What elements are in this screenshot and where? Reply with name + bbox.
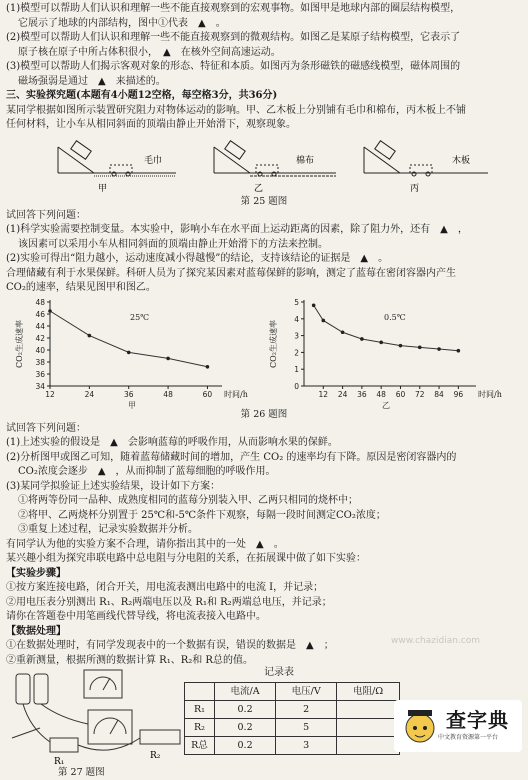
q27-step-line: ①按方案连接电路，闭合开关，用电流表测出电路中的电流 I，并记录； bbox=[6, 582, 324, 593]
ramp-label-maojin: 毛巾 bbox=[144, 155, 163, 166]
x-tick-label: 96 bbox=[453, 389, 464, 399]
y-tick-label: 3 bbox=[294, 331, 299, 341]
y-tick-label: 38 bbox=[35, 357, 45, 367]
x-tick-label: 12 bbox=[318, 389, 329, 399]
table-cell: 5 bbox=[276, 719, 337, 737]
q27-intro-line: 某兴趣小组为探究串联电路中总电阻与分电阻的关系，在拓展课中做了如下实验： bbox=[6, 553, 366, 564]
q27-step-line: 请你在答题卷中用笔画线代替导线，将电流表接入电路中。 bbox=[6, 611, 266, 622]
q26-question-line: CO₂浓度会逐步 ▲ ，从而抑制了蓝莓细胞的呼吸作用。 bbox=[18, 466, 276, 477]
q27-data-line: ②重新测量，根据所测的数据计算 R₁、R₂和 R总的值。 bbox=[6, 654, 253, 666]
table-cell bbox=[337, 719, 400, 737]
watermark-url: www.chazidian.com bbox=[390, 635, 480, 646]
y-tick-label: 44 bbox=[35, 321, 45, 331]
y-axis-label: CO₂生成速率 bbox=[269, 319, 278, 368]
logo-subtitle: 中文教育资源第一平台 bbox=[438, 734, 499, 741]
q27-data-heading: 【数据处理】 bbox=[6, 625, 66, 637]
q26-charts bbox=[6, 296, 522, 408]
x-tick-label: 12 bbox=[45, 389, 55, 399]
section-title: 三、实验探究题(本题有4小题12空格，每空格3分，共36分) bbox=[6, 90, 278, 101]
x-axis-label: 时间/h bbox=[478, 389, 502, 399]
ramp-panel-yi bbox=[214, 140, 336, 175]
panel-label-bing: 丙 bbox=[410, 183, 420, 194]
table-cell: 0.2 bbox=[215, 737, 276, 755]
q25-intro-line: 任何材料，让小车从相同斜面的顶端由静止开始滑下，观察现象。 bbox=[6, 119, 296, 130]
y-tick-label: 0 bbox=[294, 381, 299, 391]
q26-question-line: ③重复上述过程，记录实验数据并分析。 bbox=[18, 524, 198, 535]
table-cell bbox=[337, 701, 400, 719]
x-tick-label: 36 bbox=[123, 389, 134, 399]
chazidian-logo bbox=[394, 700, 522, 752]
y-axis-label: CO₂生成速率 bbox=[15, 319, 24, 368]
data-point bbox=[321, 318, 325, 322]
data-point bbox=[457, 348, 461, 352]
data-point bbox=[166, 356, 170, 360]
table-cell: 0.2 bbox=[215, 701, 276, 719]
table-cell: R₂ bbox=[185, 719, 215, 737]
temperature-annotation: 0.5℃ bbox=[384, 312, 406, 322]
table-cell: 0.2 bbox=[215, 719, 276, 737]
q26-question-line: 有同学认为他的实验方案不合理，请你指出其中的一处 ▲ 。 bbox=[6, 538, 284, 550]
battery-icon bbox=[16, 674, 30, 704]
q27-step-heading: 【实验步骤】 bbox=[6, 567, 66, 579]
q27-step-line: ②用电压表分别测出 R₁、R₂两端电压以及 R₁和 R₂两端总电压，并记录； bbox=[6, 596, 332, 608]
x-tick-label: 48 bbox=[376, 389, 386, 399]
x-tick-label: 36 bbox=[357, 389, 367, 399]
panel-label-jia: 甲 bbox=[98, 183, 108, 194]
q26-intro-line: CO₂的速率，结果见图甲和图乙。 bbox=[6, 282, 156, 293]
data-point bbox=[48, 309, 52, 313]
x-tick-label: 48 bbox=[163, 389, 173, 399]
chart-panel-label: 甲 bbox=[128, 400, 136, 410]
chart-panel-label: 乙 bbox=[382, 400, 390, 410]
q25-question-line: (2)实验可得出“阻力越小，运动速度减小得越慢”的结论，支持该结论的证据是 ▲ 。 bbox=[6, 253, 389, 264]
logo-text: 查字典 bbox=[446, 708, 509, 732]
data-point bbox=[418, 345, 422, 349]
table-cell: R₁ bbox=[185, 701, 215, 719]
y-tick-label: 5 bbox=[294, 297, 299, 307]
table-cell: 2 bbox=[276, 701, 337, 719]
text-line: (2)模型可以帮助人们认识和理解一些不能直接观察到的微观结构。如图乙是某原子结构模型，它表示了 bbox=[6, 32, 461, 43]
table-cell: R总 bbox=[185, 737, 215, 755]
table-header-cell bbox=[185, 683, 215, 701]
x-tick-label: 72 bbox=[414, 389, 425, 399]
text-line: 磁场强弱是通过 ▲ 来描述的。 bbox=[18, 75, 166, 87]
x-tick-label: 60 bbox=[202, 389, 213, 399]
record-table bbox=[184, 682, 400, 755]
x-tick-label: 24 bbox=[337, 389, 348, 399]
x-axis-label: 时间/h bbox=[224, 389, 248, 399]
q25-question-line: (1)科学实验需要控制变量。本实验中，影响小车在水平面上运动距离的因素，除了阻力外，还有 ▲ ， bbox=[6, 224, 468, 235]
q26-question-line: ①将两等份同一品种、成熟度相同的蓝莓分别装入甲、乙两只相同的烧杯中； bbox=[18, 495, 358, 506]
x-tick-label: 60 bbox=[395, 389, 406, 399]
ramp-label-mianbu: 棉布 bbox=[296, 155, 315, 166]
q26-question-line: (2)分析图甲或图乙可知，随着蓝莓储藏时间的增加，产生 CO₂ 的速率均有下降。原因是密闭容器内的 bbox=[6, 451, 457, 463]
ramp-diagram bbox=[6, 133, 522, 195]
mascot-icon bbox=[400, 704, 440, 748]
q25-intro-line: 某同学根据如图所示装置研究阻力对物体运动的影响。甲、乙木板上分别铺有毛巾和棉布，丙木板上不铺 bbox=[6, 104, 466, 116]
y-tick-label: 42 bbox=[35, 333, 45, 343]
data-point bbox=[437, 347, 441, 351]
intro-block bbox=[6, 2, 522, 89]
q26-question-line: (1)上述实验的假设是 ▲ 会影响蓝莓的呼吸作用，从而影响水果的保鲜。 bbox=[6, 437, 338, 448]
q26-question-line: ②将甲、乙两烧杯分别置于 25℃和-5℃条件下观察，每隔一段时间测定CO₂浓度； bbox=[18, 509, 386, 521]
data-point bbox=[88, 333, 92, 337]
table-title: 记录表 bbox=[264, 667, 294, 678]
chart-jia bbox=[14, 296, 264, 408]
q25-question-line: 该因素可以采用小车从相同斜面的顶端由静止开始滑下的方法来控制。 bbox=[18, 238, 328, 250]
text-line: 它展示了地球的内部结构，图中①代表 ▲ 。 bbox=[18, 17, 226, 29]
r1-label: R₁ bbox=[54, 757, 65, 767]
data-point bbox=[312, 303, 316, 307]
ammeter-icon bbox=[88, 710, 132, 744]
text-line: (3)模型可以帮助人们揭示客观对象的形态、特征和本质。如图丙为条形磁铁的磁感线模型，磁体周围的 bbox=[6, 61, 461, 72]
table-header-cell: 电阻/Ω bbox=[337, 683, 400, 701]
temperature-annotation: 25℃ bbox=[130, 312, 150, 322]
y-tick-label: 48 bbox=[35, 297, 45, 307]
ramp-label-muban: 木板 bbox=[452, 155, 471, 166]
chart-yi bbox=[268, 296, 518, 408]
y-tick-label: 46 bbox=[35, 309, 45, 319]
table-cell bbox=[337, 737, 400, 755]
resistor-r1-icon bbox=[50, 738, 78, 752]
y-tick-label: 4 bbox=[294, 314, 299, 324]
data-point bbox=[206, 365, 210, 369]
table-row bbox=[185, 701, 400, 719]
y-tick-label: 40 bbox=[35, 345, 45, 355]
q26-question-line: 试回答下列问题： bbox=[6, 422, 86, 434]
x-tick-label: 24 bbox=[84, 389, 95, 399]
panel-label-yi: 乙 bbox=[254, 183, 264, 194]
text-line: 原子核在原子中所占体积很小， ▲ 在核外空间高速运动。 bbox=[18, 46, 281, 58]
text-line: (1)模型可以帮助人们认识和理解一些不能直接观察到的宏观事物。如图甲是地球内部的圈层结构模型， bbox=[6, 3, 461, 14]
r2-label: R₂ bbox=[150, 751, 161, 761]
x-tick-label: 84 bbox=[434, 389, 444, 399]
y-tick-label: 2 bbox=[294, 347, 299, 357]
data-point bbox=[379, 340, 383, 344]
q26-caption: 第 26 题图 bbox=[240, 408, 288, 420]
battery-icon bbox=[34, 674, 48, 704]
q26-intro-line: 合理储藏有利于水果保鲜。科研人员为了探究某因素对蓝莓保鲜的影响，测定了蓝莓在密闭容器内产生 bbox=[6, 267, 456, 279]
voltmeter-icon bbox=[84, 670, 122, 698]
series-line bbox=[50, 311, 207, 367]
q25-figure bbox=[6, 133, 522, 195]
data-point bbox=[127, 350, 131, 354]
switch-icon bbox=[12, 728, 40, 738]
q27-caption: 第 27 题图 bbox=[58, 767, 105, 778]
table-header-row bbox=[185, 683, 400, 701]
y-tick-label: 34 bbox=[35, 381, 45, 391]
resistor-r2-icon bbox=[140, 730, 180, 744]
table-row bbox=[185, 737, 400, 755]
data-point bbox=[360, 337, 364, 341]
table-header-cell: 电流/A bbox=[215, 683, 276, 701]
y-tick-label: 1 bbox=[294, 364, 299, 374]
data-point bbox=[399, 343, 403, 347]
y-tick-label: 36 bbox=[35, 369, 45, 379]
table-header-cell: 电压/V bbox=[276, 683, 337, 701]
q27-data-line: ①在数据处理时，有同学发现表中的一个数据有误，错误的数据是 ▲ ； bbox=[6, 640, 334, 651]
table-row bbox=[185, 719, 400, 737]
q26-question-line: (3)某同学拟验证上述实验结果，设计如下方案： bbox=[6, 480, 221, 492]
q25-question-line: 试回答下列问题： bbox=[6, 209, 86, 221]
table-cell: 3 bbox=[276, 737, 337, 755]
data-point bbox=[341, 330, 345, 334]
q25-caption: 第 25 题图 bbox=[240, 195, 288, 207]
